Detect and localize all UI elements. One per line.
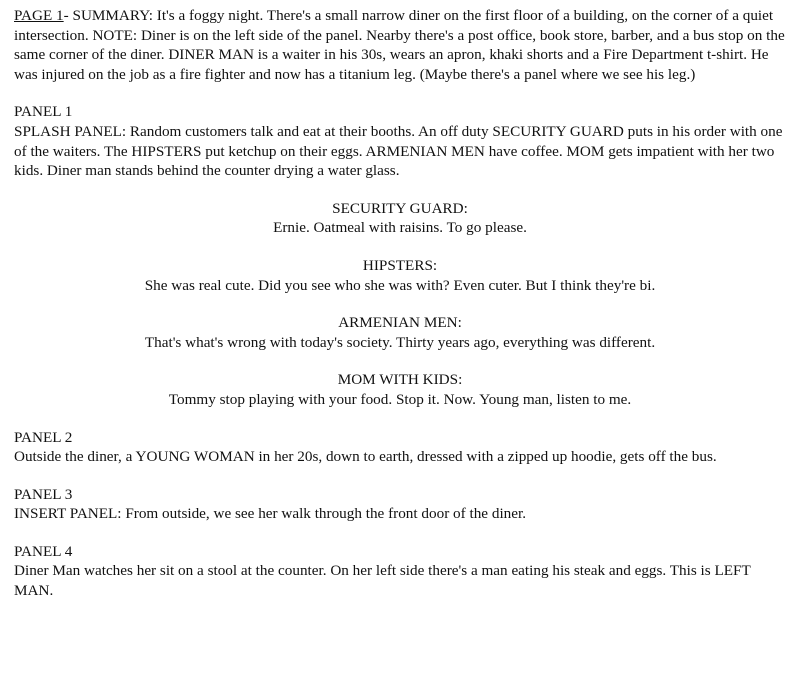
dialogue-line: Ernie. Oatmeal with raisins. To go please. — [273, 219, 527, 237]
panel-2-heading: PANEL 2 — [14, 428, 73, 446]
panel-2-description: Outside the diner, a YOUNG WOMAN in her 20s, down to earth, dressed with a zipped up hoodie, gets off the bus. — [14, 448, 717, 466]
dialogue-block — [14, 199, 786, 238]
dialogue-block — [14, 370, 786, 409]
panel-4-description: Diner Man watches her sit on a stool at the counter. On her left side there's a man eating his steak and eggs. This is LEFT MAN. — [14, 562, 751, 600]
summary-text: - SUMMARY: It's a foggy night. There's a small narrow diner on the first floor of a building, on the corner of a quiet intersection. NOTE: Diner is on the left side of the panel. Nearby there's a post office, book store, barber, and a bus stop on the same corner of the diner. DINER MAN is a waiter in his 30s, wears an apron, khaki shorts and a Fire Department t-shirt. He was injured on the job as a fire fighter and now has a titanium leg. (Maybe there's a panel where we see his leg.) — [14, 7, 785, 83]
spacer — [14, 410, 786, 428]
panel-4-heading: PANEL 4 — [14, 542, 73, 560]
dialogue-line: That's what's wrong with today's society. Thirty years ago, everything was different. — [144, 333, 656, 351]
dialogue-speaker: ARMENIAN MEN: — [338, 314, 462, 332]
summary-paragraph — [14, 6, 786, 84]
panel-3-description: INSERT PANEL: From outside, we see her walk through the front door of the diner. — [14, 505, 527, 523]
dialogue-block — [14, 313, 786, 352]
dialogue-line: She was real cute. Did you see who she was with? Even cuter. But I think they're bi. — [144, 276, 656, 294]
spacer — [14, 352, 786, 370]
dialogue-line: Tommy stop playing with your food. Stop it. Now. Young man, listen to me. — [168, 390, 632, 408]
spacer — [14, 181, 786, 199]
spacer — [14, 295, 786, 313]
spacer — [14, 238, 786, 256]
dialogue-speaker: HIPSTERS: — [362, 256, 438, 274]
panel-3-heading: PANEL 3 — [14, 485, 73, 503]
dialogue-speaker: MOM WITH KIDS: — [337, 371, 463, 389]
spacer — [14, 84, 786, 102]
page-label: PAGE 1 — [14, 7, 64, 24]
dialogue-block — [14, 256, 786, 295]
panel-1-heading: PANEL 1 — [14, 103, 73, 121]
spacer — [14, 467, 786, 485]
spacer — [14, 524, 786, 542]
panel-1-description: SPLASH PANEL: Random customers talk and eat at their booths. An off duty SECURITY GUARD puts in his order with one of the waiters. The HIPSTERS put ketchup on their eggs. ARMENIAN MEN have coffee. MOM gets impatient with her two kids. Diner man stands behind the counter drying a water glass. — [14, 122, 783, 180]
script-page — [14, 6, 786, 601]
dialogue-speaker: SECURITY GUARD: — [332, 199, 468, 217]
